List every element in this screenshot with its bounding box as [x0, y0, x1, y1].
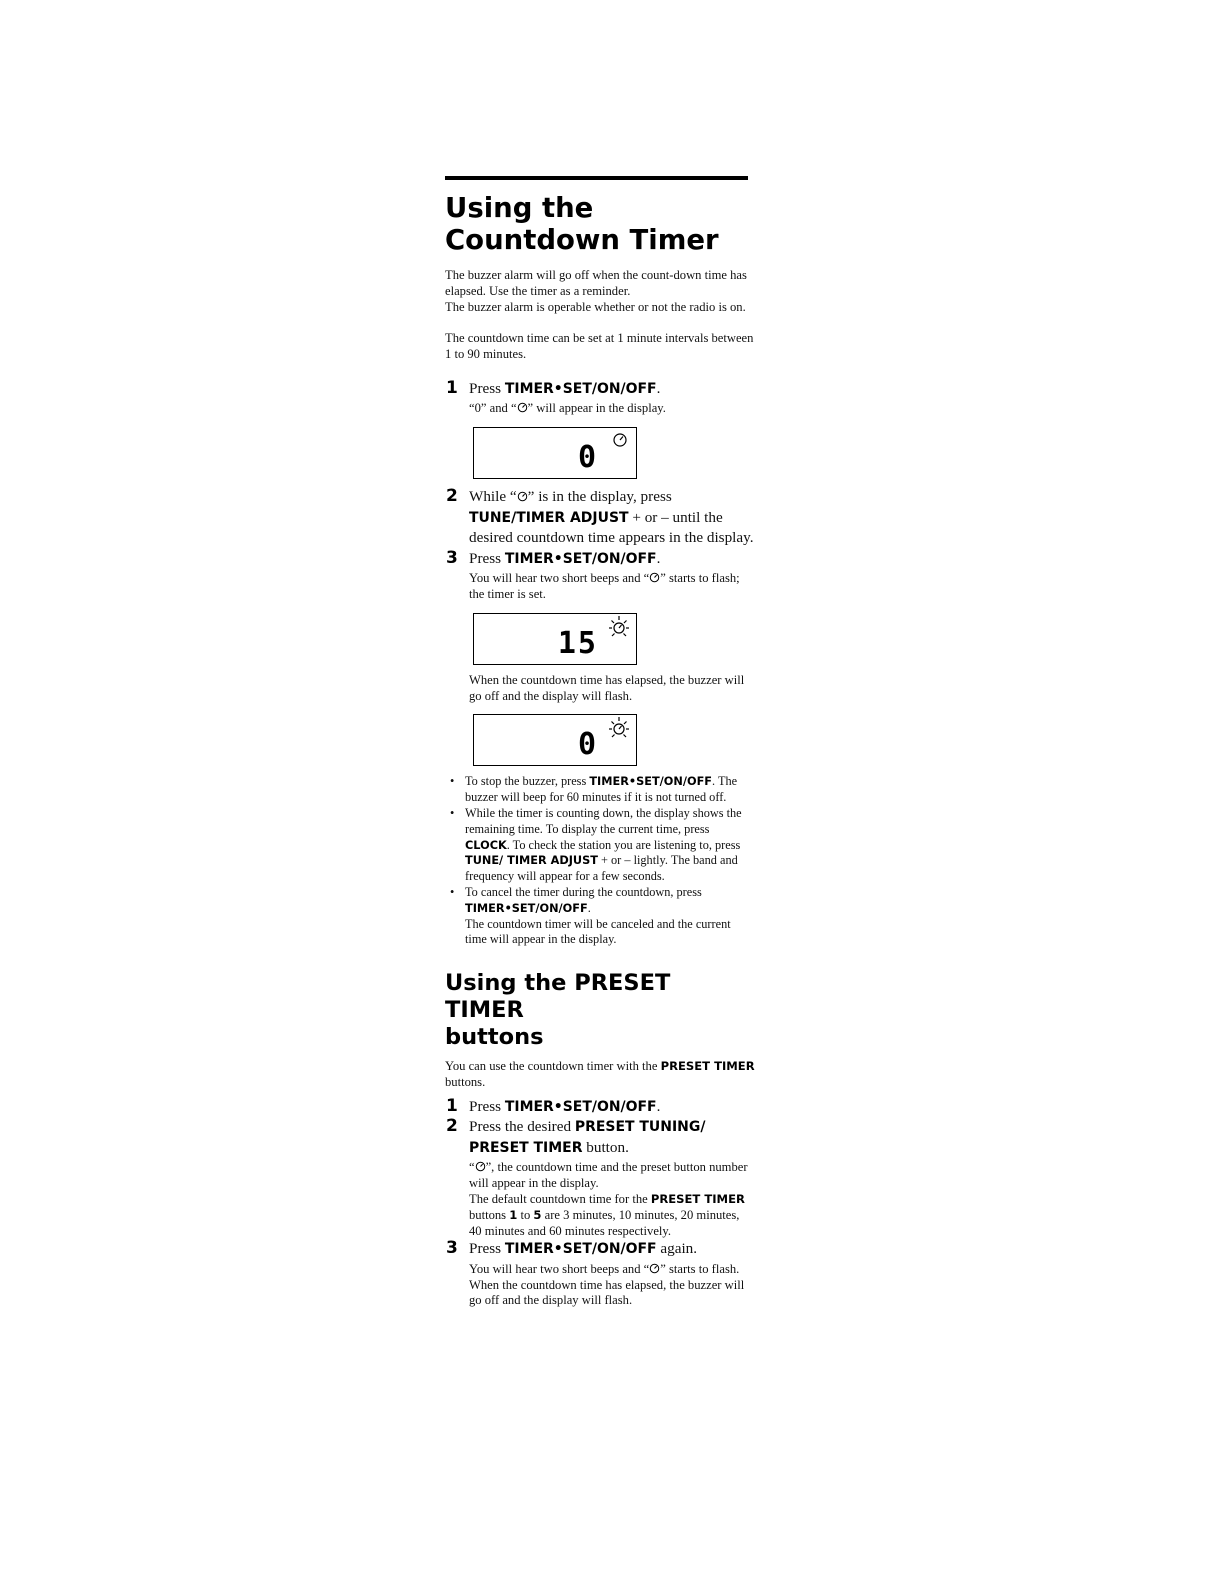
step-instruction: Press TIMER•SET/ON/OFF.	[469, 1097, 661, 1115]
lcd-digits: 15	[557, 625, 598, 661]
lcd-display	[473, 714, 637, 766]
timer-clock-icon	[612, 432, 628, 448]
key-label: TUNE/TIMER ADJUST	[469, 509, 629, 526]
step-result: You will hear two short beeps and “ ” starts to flash. When the countdown time has elapsed, the buzzer will go off and the display will flash.	[469, 1261, 745, 1308]
title-line-1: Using the PRESET TIMER	[445, 970, 671, 1024]
manual-column	[445, 176, 755, 1309]
step-number: 3	[446, 547, 458, 568]
timer-clock-icon	[649, 1263, 660, 1274]
preset-step-1	[445, 1097, 755, 1118]
bullet-icon: •	[450, 806, 455, 821]
bullet-icon: •	[450, 774, 455, 789]
step-instruction: Press TIMER•SET/ON/OFF.	[469, 379, 661, 397]
note-counting-down: • While the timer is counting down, the display shows the remaining time. To display the current time, press CLOCK. To check the station you are listening to, press TUNE/ TIMER ADJUST + or – lightly. The band and frequency will appear for a few seconds.	[450, 806, 742, 884]
section-title-preset-timer	[445, 970, 755, 1051]
timer-flashing-icon	[607, 716, 631, 740]
step-number: 3	[446, 1238, 458, 1259]
step-instruction: While “ ” is in the display, press TUNE/TIMER ADJUST + or – until the desired countdown time appears in the display.	[469, 488, 754, 547]
timer-flashing-icon	[607, 615, 631, 639]
step-instruction: Press the desired PRESET TUNING/ PRESET TIMER button.	[469, 1118, 706, 1156]
key-label: TIMER•SET/ON/OFF	[504, 380, 657, 397]
step-number: 1	[446, 1095, 458, 1116]
notes-list	[445, 774, 755, 948]
section-title-countdown-timer	[445, 192, 755, 256]
timer-clock-icon	[517, 491, 528, 502]
key-label: TIMER•SET/ON/OFF	[504, 550, 657, 567]
step-result: You will hear two short beeps and “ ” starts to flash; the timer is set.	[469, 571, 740, 602]
preset-intro: You can use the countdown timer with the PRESET TIMER buttons.	[445, 1059, 755, 1090]
step-result: “0” and “ ” will appear in the display.	[469, 401, 666, 416]
lcd-digits: 0	[577, 440, 598, 476]
preset-step-3	[445, 1239, 755, 1309]
lcd-display	[473, 427, 637, 479]
step-3	[445, 549, 755, 767]
lcd-digits: 0	[577, 727, 598, 763]
step-number: 1	[446, 377, 458, 398]
intro-paragraph-3: The countdown time can be set at 1 minute intervals between 1 to 90 minutes.	[445, 331, 754, 362]
note-stop-buzzer: • To stop the buzzer, press TIMER•SET/ON/OFF. The buzzer will beep for 60 minutes if it is not turned off.	[450, 774, 738, 805]
timer-clock-icon	[649, 572, 660, 583]
lcd-display	[473, 613, 637, 665]
step-instruction: Press TIMER•SET/ON/OFF again.	[469, 1240, 698, 1258]
step-instruction: Press TIMER•SET/ON/OFF.	[469, 549, 661, 567]
intro-paragraph-2: The buzzer alarm is operable whether or not the radio is on.	[445, 299, 746, 314]
step-number: 2	[446, 1116, 458, 1137]
note-cancel-timer: • To cancel the timer during the countdown, press TIMER•SET/ON/OFF. The countdown timer will be canceled and the current time will appear in the display.	[450, 885, 731, 947]
intro-paragraph-1: The buzzer alarm will go off when the count-down time has elapsed. Use the timer as a reminder.	[445, 268, 747, 298]
title-line-2: buttons	[445, 1024, 544, 1051]
elapsed-note: When the countdown time has elapsed, the buzzer will go off and the display will flash.	[469, 672, 745, 703]
title-line-1: Using the	[445, 192, 594, 224]
step-2	[445, 487, 755, 549]
timer-clock-icon	[517, 402, 528, 413]
section-rule	[445, 176, 748, 180]
title-line-2: Countdown Timer	[445, 224, 719, 256]
step-number: 2	[446, 486, 458, 507]
step-result: “ ”, the countdown time and the preset button number will appear in the display. The default countdown time for the PRESET TIMER buttons 1 to 5 are 3 minutes, 10 minutes, 20 minutes, 40 minutes and 60 minutes respectively.	[469, 1160, 748, 1238]
step-1	[445, 379, 755, 479]
bullet-icon: •	[450, 885, 455, 900]
preset-step-2	[445, 1117, 755, 1239]
timer-clock-icon	[475, 1161, 486, 1172]
